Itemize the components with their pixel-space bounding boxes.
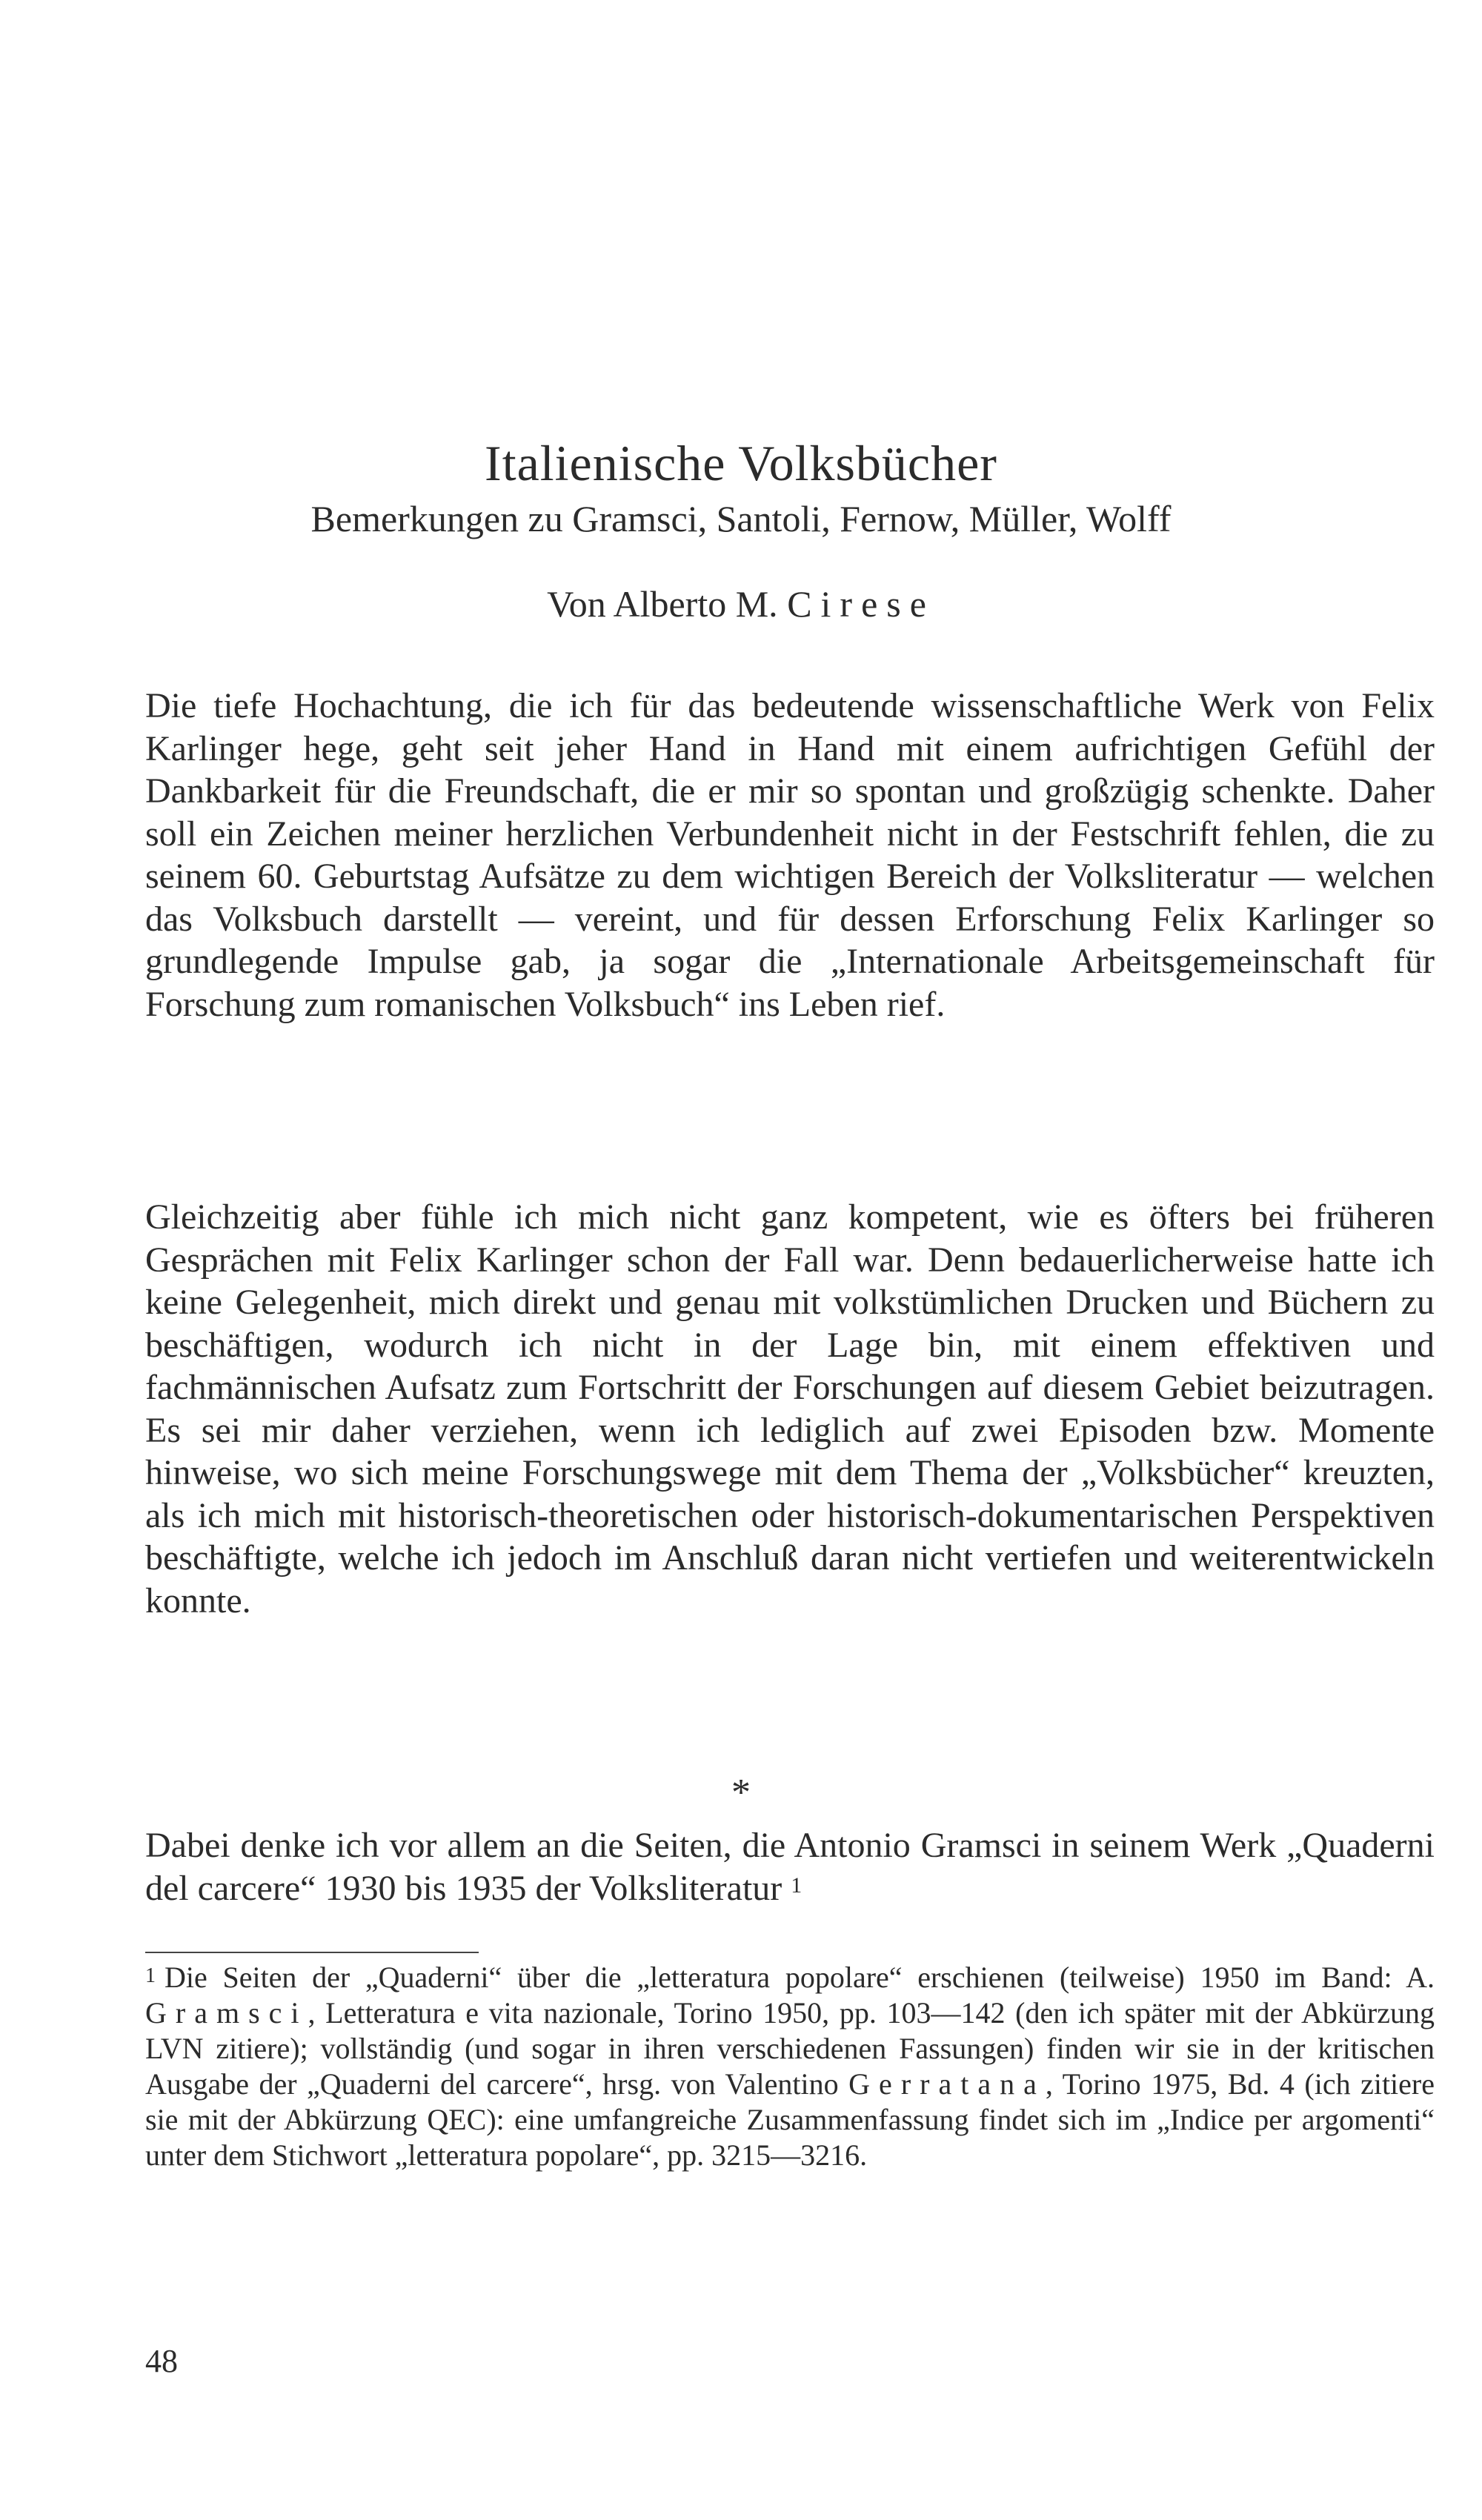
footnote-divider [145,1952,479,1953]
page-number: 48 [145,2343,178,2379]
section-separator: * [731,1772,751,1814]
author-byline [0,582,1482,626]
author-surname: Cirese [787,583,935,625]
paragraph-3-text: Dabei denke ich vor allem an die Seiten, die Antonio Gramsci in seinem Werk „Quaderni del carcere“ 1930 bis 1935 der Volksliteratur [145,1826,1435,1908]
paragraph-3 [145,1824,1435,1909]
footnote-text-1: Die Seiten der „Quaderni“ über die „letteratura popolare“ erschienen (teilweise) 1950 im Band: A. [165,1961,1435,1994]
paragraph-1: Die tiefe Hochachtung, die ich für das bedeutende wissenschaftliche Werk von Felix Karlinger hege, geht seit jeher Hand in Hand mit einem aufrichtigen Gefühl der Dankbarkeit für die Freundschaft, die er mir so spontan und großzügig schenkte. Daher soll ein Zeichen meiner herzlichen Verbundenheit nicht in der Festschrift fehlen, die zu seinem 60. Geburtstag Aufsätze zu dem wichtigen Bereich der Volksliteratur — welchen das Volksbuch darstellt — vereint, und für dessen Erforschung Felix Karlinger so grundlegende Impulse gab, ja sogar die „Internationale Arbeitsgemeinschaft für Forschung zum romanischen Volksbuch“ ins Leben rief. [145,686,1435,1024]
footnote-author-gramsci: Gramsci [145,1996,308,2029]
footnote-text-3: , Torino 1975, Bd. 4 (ich zitiere sie mit der Abkürzung QEC): eine umfangreiche Zusammenfassung findet sich im „Indice per argomenti“ unter dem Stichwort „letteratura popolare“, pp. 3215—3216. [145,2067,1435,2172]
footnote-author-gerratana: Gerratana [848,2067,1046,2101]
article-subtitle: Bemerkungen zu Gramsci, Santoli, Fernow, Müller, Wolff [310,498,1172,539]
footnote-reference: 1 [791,1872,803,1898]
article-title: Italienische Volksbücher [485,435,997,491]
footnote-text-2: , Letteratura e vita nazionale, Torino 1950, pp. 103—142 (den ich später mit der Abkürzung LVN zitiere); vollständig (und sogar in ihren verschiedenen Fassungen) finden wir sie in der kritischen Ausgabe der „Quaderni del carcere“, hrsg. von Valentino [145,1996,1435,2101]
paragraph-2: Gleichzeitig aber fühle ich mich nicht ganz kompetent, wie es öfters bei früheren Gesprächen mit Felix Karlinger schon der Fall war. Denn bedauerlicherweise hatte ich keine Gelegenheit, mich direkt und genau mit volkstümlichen Drucken und Büchern zu beschäftigen, wodurch ich nicht in der Lage bin, mit einem effektiven und fachmännischen Aufsatz zum Fortschritt der Forschungen auf diesem Gebiet beizutragen. Es sei mir daher verziehen, wenn ich lediglich auf zwei Episoden bzw. Momente hinweise, wo sich meine Forschungswege mit dem Thema der „Volksbücher“ kreuzten, als ich mich mit historisch-theoretischen oder historisch-dokumentarischen Perspektiven beschäftigte, welche ich jedoch im Anschluß daran nicht vertiefen und weiterentwickeln konnte. [145,1197,1435,1620]
footnote-1 [145,1960,1435,2173]
byline-prefix: Von Alberto M. [547,583,778,625]
footnote-marker: 1 [145,1964,156,1987]
